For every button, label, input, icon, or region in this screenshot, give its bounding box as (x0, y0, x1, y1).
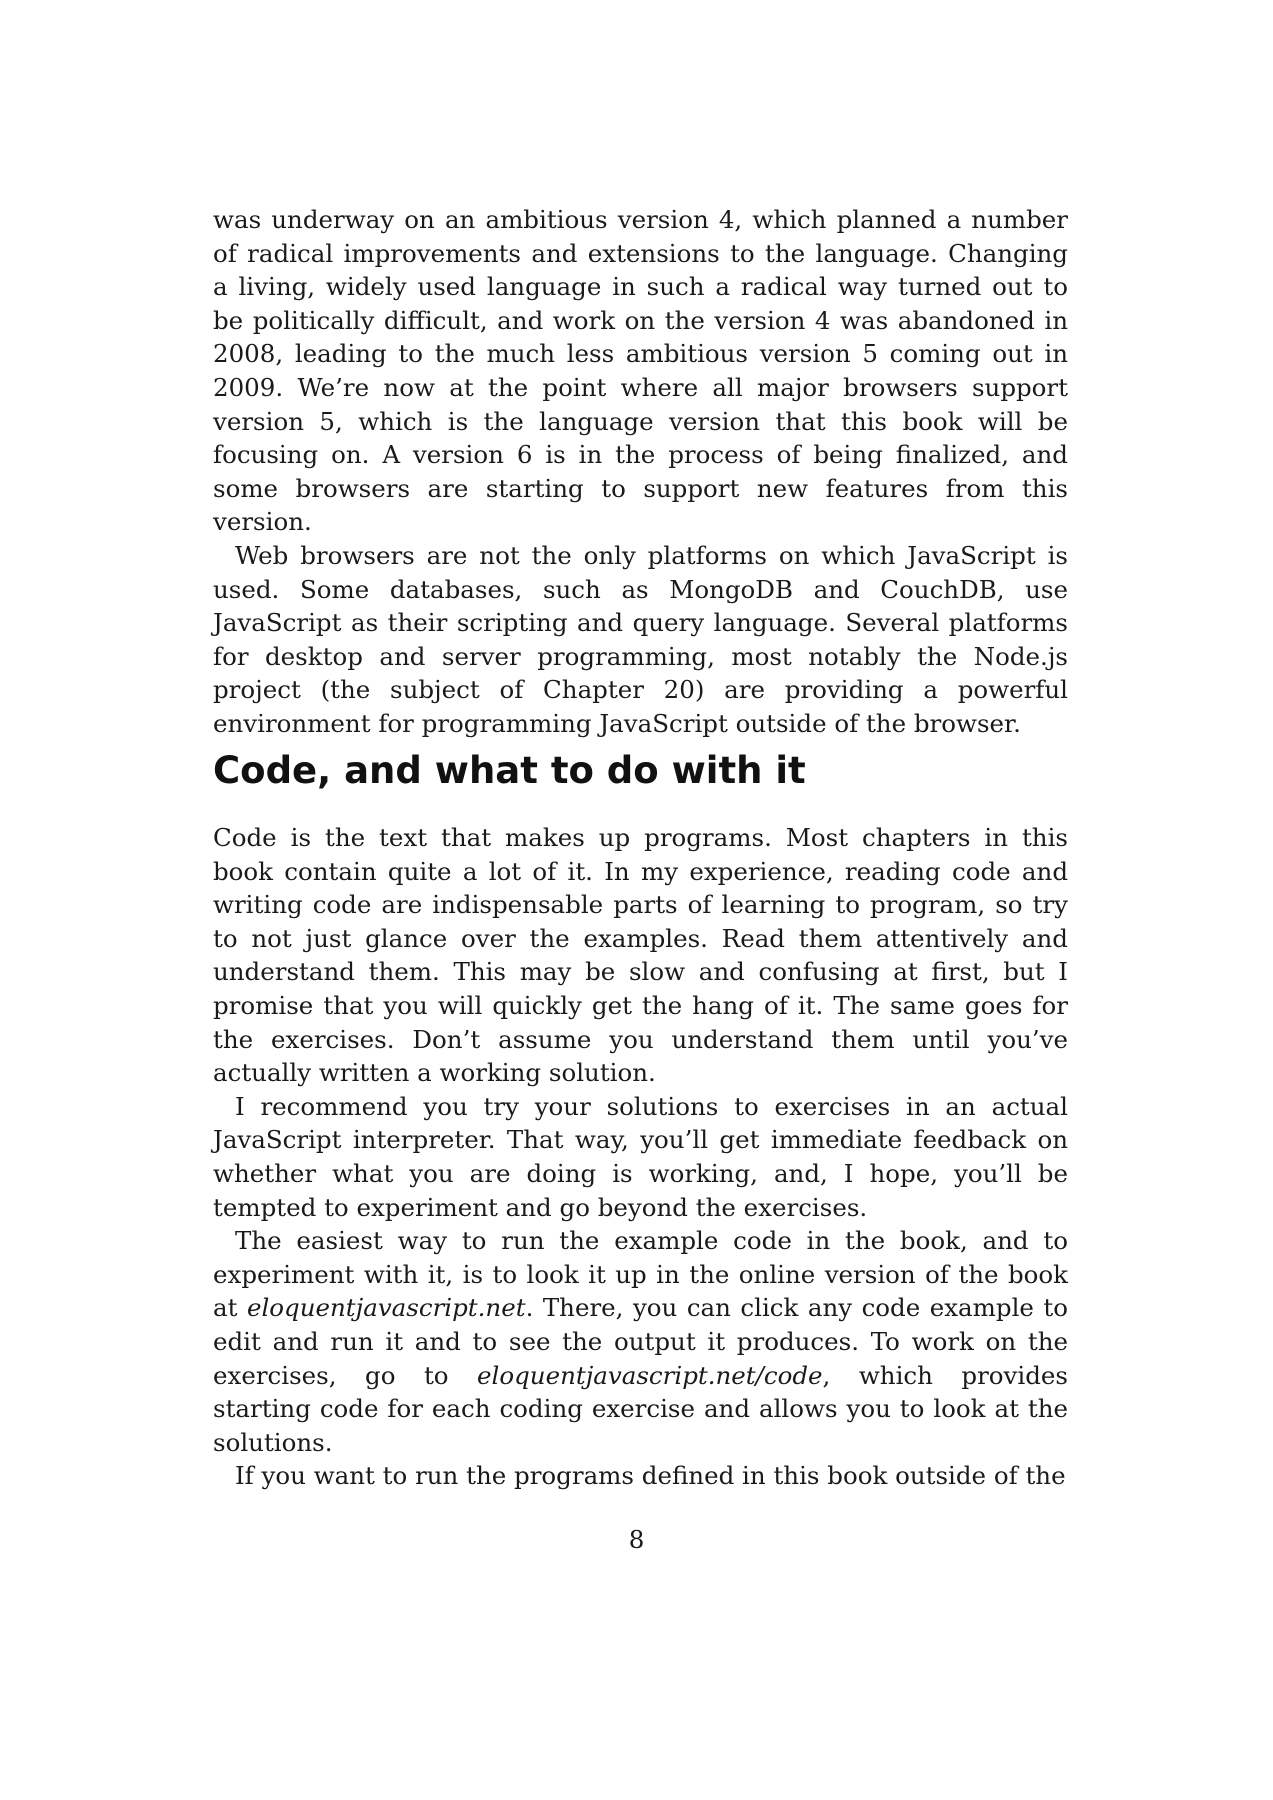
text-run: , which provides starting code for each coding exercise and allows you to look at the solutions. (213, 1360, 1068, 1457)
paragraph (213, 1224, 1068, 1459)
paragraph: was underway on an ambitious version 4, which planned a number of radical improvements and extensions to the language. Changing a living, widely used language in such a radical way turned out to be politically difficult, and work on the version 4 was abandoned in 2008, leading to the much less ambitious version 5 coming out in 2009. We’re now at the point where all major browsers support version 5, which is the language version that this book will be focusing on. A version 6 is in the process of being finalized, and some browsers are starting to support new features from this version. (213, 205, 1068, 537)
text-run: The easiest way to run the example code in the book, and to experiment with it, is to look it up in the online version of the book at (213, 1226, 1068, 1323)
paragraph: If you want to run the programs defined in this book outside of the (235, 1461, 1066, 1491)
site-link: eloquentjavascript.net (246, 1293, 526, 1323)
intro-text-block (213, 203, 1068, 741)
page-number: 8 (628, 1525, 645, 1554)
paragraph: Code is the text that makes up programs. Most chapters in this book contain quite a lot of it. In my experience, reading code and writing code are indispensable parts of learning to program, so try to not just glance over the examples. Read them attentively and understand them. This may be slow and confusing at first, but I promise that you will quickly get the hang of it. The same goes for the exercises. Don’t assume you understand them until you’ve actually written a working solution. (213, 823, 1068, 1088)
section-text-block (213, 821, 1068, 1493)
paragraph: I recommend you try your solutions to exercises in an actual JavaScript interpreter. That way, you’ll get immediate feedback on whether what you are doing is working, and, I hope, you’ll be tempted to experiment and go beyond the exercises. (213, 1091, 1068, 1222)
text-run: . There, you can click any code example to edit and run it and to see the output it produces. To work on the exercises, go to (213, 1293, 1068, 1390)
code-site-link: eloquentjavascript.net/code (477, 1360, 823, 1390)
section-heading: Code, and what to do with it (213, 749, 806, 792)
paragraph: Web browsers are not the only platforms on which JavaScript is used. Some databases, such as MongoDB and CouchDB, use JavaScript as their scripting and query language. Several platforms for desktop and server programming, most notably the Node.js project (the subject of Chapter 20) are providing a powerful environment for programming JavaScript outside of the browser. (213, 540, 1068, 738)
